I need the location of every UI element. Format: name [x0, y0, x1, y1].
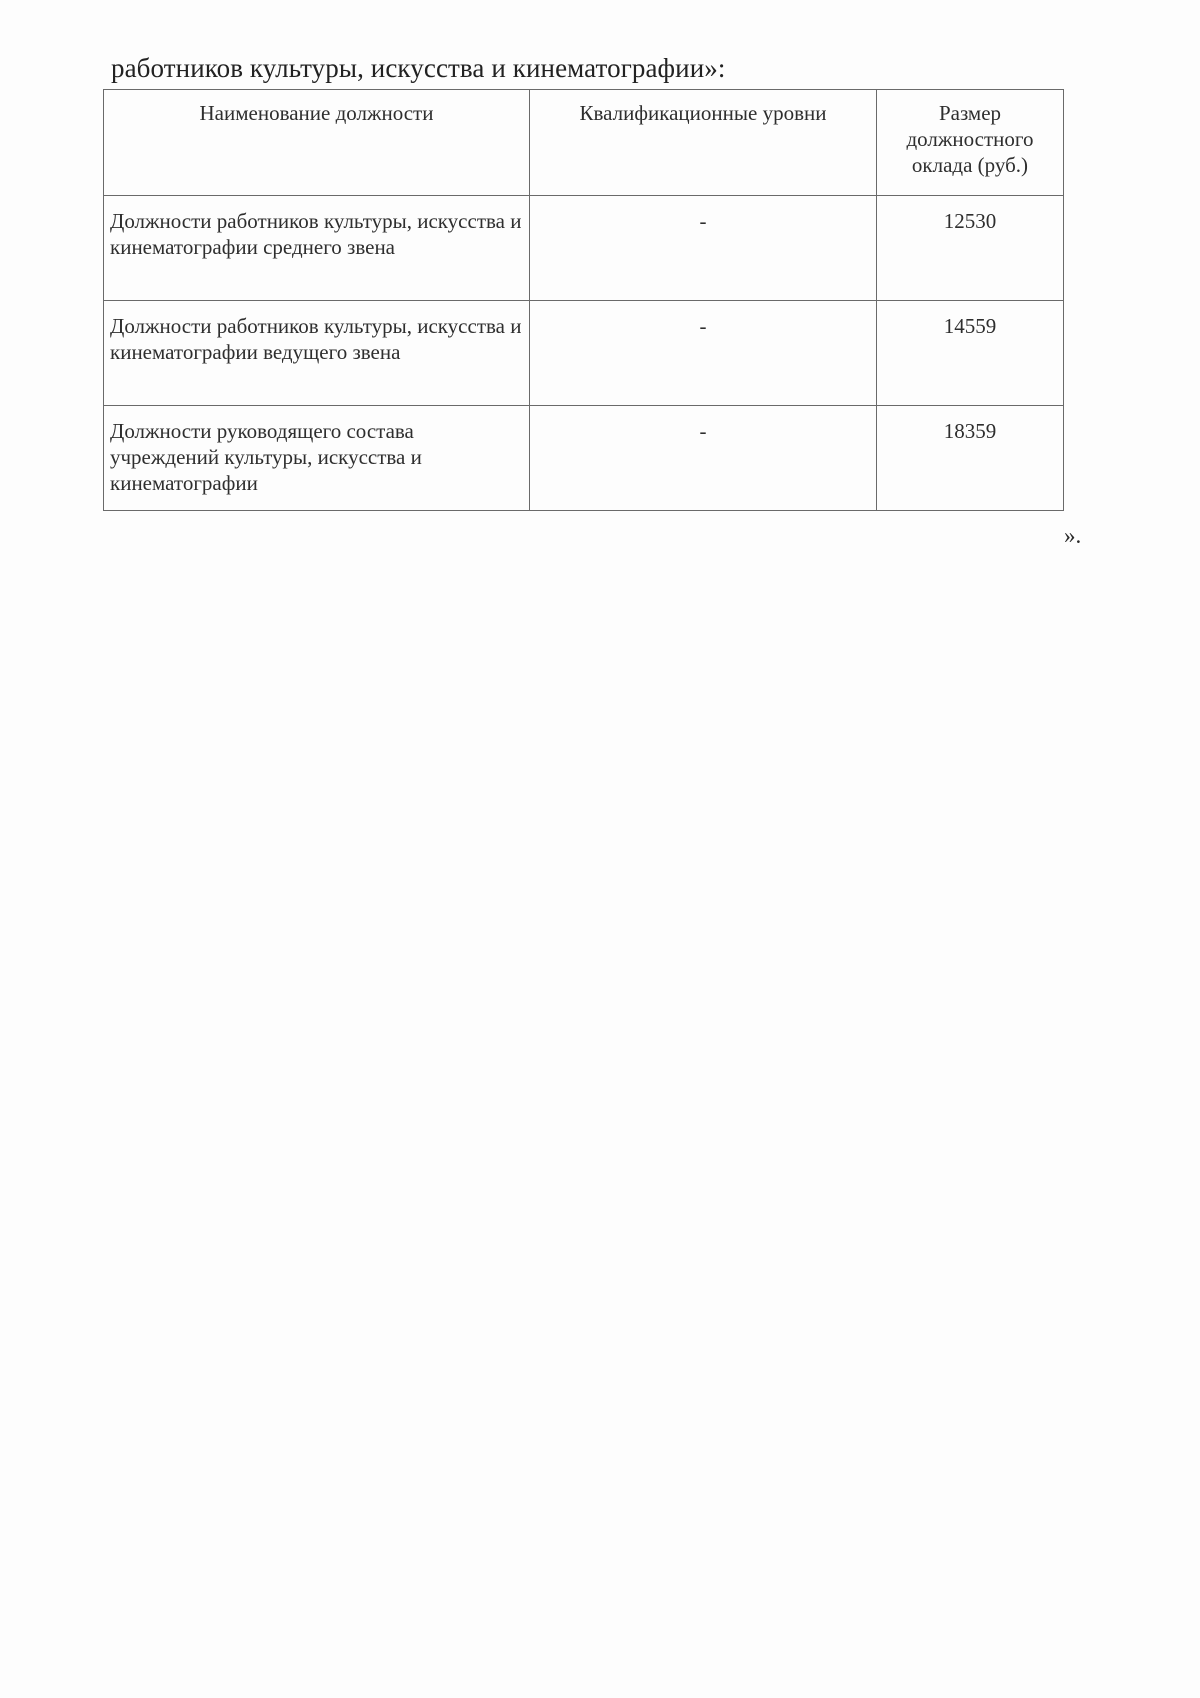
row-salary-size: 14559 — [877, 301, 1064, 406]
row-qualification-level: - — [530, 406, 877, 511]
table-row — [104, 301, 1064, 406]
salary-table — [103, 89, 1064, 511]
table-row — [104, 196, 1064, 301]
row-salary-size: 18359 — [877, 406, 1064, 511]
table-row — [104, 406, 1064, 511]
row-salary-size: 12530 — [877, 196, 1064, 301]
intro-text: работников культуры, искусства и кинематографии»: — [111, 53, 726, 83]
closing-quote: ». — [1064, 523, 1082, 548]
row-position-name: Должности руководящего состава учреждений культуры, искусства и кинематографии — [104, 406, 530, 511]
row-qualification-level: - — [530, 196, 877, 301]
header-position-name: Наименование должности — [104, 90, 530, 196]
row-qualification-level: - — [530, 301, 877, 406]
header-salary-size: Размер должностного оклада (руб.) — [877, 90, 1064, 196]
row-position-name: Должности работников культуры, искусства и кинематографии среднего звена — [104, 196, 530, 301]
header-qualification-levels: Квалификационные уровни — [530, 90, 877, 196]
row-position-name: Должности работников культуры, искусства и кинематографии ведущего звена — [104, 301, 530, 406]
table-header-row — [104, 90, 1064, 196]
